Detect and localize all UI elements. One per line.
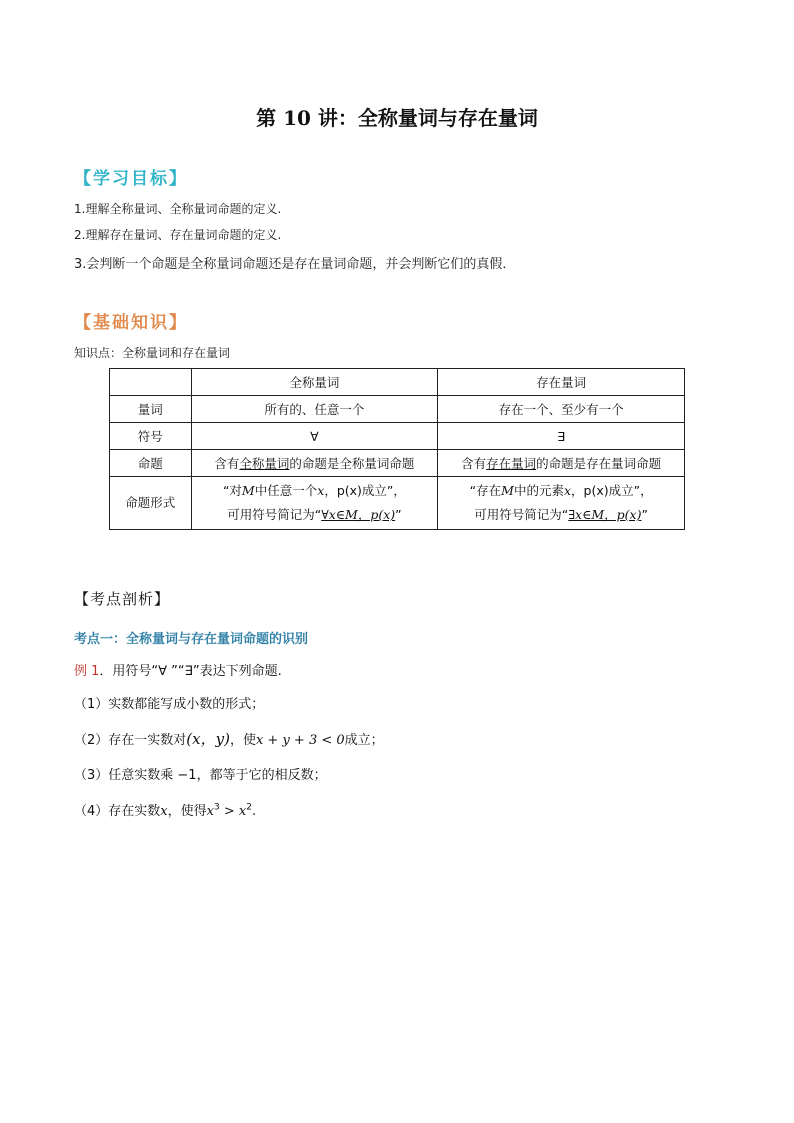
math-var: x xyxy=(206,804,214,819)
problem-item xyxy=(74,728,384,749)
cell-text: 含有 xyxy=(461,456,487,471)
cell-text: 含有 xyxy=(214,456,240,471)
table-cell xyxy=(191,477,438,530)
cell-line xyxy=(442,479,680,503)
problem-text: 任意实数乘 −1，都等于它的相反数； xyxy=(108,768,327,783)
problem-text: 存在一实数对 xyxy=(108,733,187,748)
math-var: M xyxy=(501,483,514,498)
problem-text: 存在实数 xyxy=(108,804,161,819)
math-var: x xyxy=(317,483,325,498)
table-cell: ∃ xyxy=(438,423,685,450)
quantifier-table xyxy=(109,368,685,530)
math-exponent: 3 xyxy=(214,802,220,813)
knowledge-point-label: 知识点：全称量词和存在量词 xyxy=(74,346,231,360)
kaodian-title: 考点一：全称量词与存在量词命题的识别 xyxy=(74,632,309,647)
math-expression: x + y + 3 < 0 xyxy=(255,733,345,748)
cell-line xyxy=(196,479,434,503)
cell-text: 可用符号简记为“ xyxy=(474,507,569,522)
math-var: x xyxy=(160,804,168,819)
row-label: 符号 xyxy=(110,423,192,450)
problem-item xyxy=(74,764,327,783)
cell-text: 可用符号简记为“ xyxy=(227,507,322,522)
problem-item xyxy=(74,800,256,819)
table-row xyxy=(110,477,685,530)
cell-underlined: ∃x∈M，p(x) xyxy=(568,507,642,522)
table-header-cell xyxy=(110,369,192,396)
table-row xyxy=(110,396,685,423)
basics-heading: 【基础知识】 xyxy=(74,313,188,333)
cell-text: 中的元素 xyxy=(513,483,564,498)
cell-line xyxy=(442,503,680,527)
table-cell: 所有的、任意一个 xyxy=(191,396,438,423)
cell-underlined: 存在量词 xyxy=(486,456,537,471)
table-header-row xyxy=(110,369,685,396)
page-title: 第 10 讲：全称量词与存在量词 xyxy=(256,106,538,130)
example-line xyxy=(74,660,282,679)
table-cell: 存在一个、至少有一个 xyxy=(438,396,685,423)
problem-text: 实数都能写成小数的形式； xyxy=(108,697,265,712)
problem-number: （1） xyxy=(74,697,109,712)
table-row xyxy=(110,450,685,477)
cell-underlined: ∀x∈M，p(x) xyxy=(321,507,396,522)
problem-number: （3） xyxy=(74,768,109,783)
problem-text: ，使 xyxy=(229,733,256,748)
cell-text: ，p(x)成立”， xyxy=(324,483,406,498)
goals-heading: 【学习目标】 xyxy=(74,169,188,189)
problem-text: 成立； xyxy=(344,733,384,748)
cell-underlined: 全称量词 xyxy=(239,456,290,471)
cell-line xyxy=(196,503,434,527)
analysis-heading: 【考点剖析】 xyxy=(74,590,171,608)
math-var: M xyxy=(241,483,255,498)
example-text: ．用符号“∀ ”“∃”表达下列命题. xyxy=(99,664,282,679)
problem-number: （4） xyxy=(74,804,109,819)
problem-text: ，使得 xyxy=(167,804,207,819)
table-cell: ∀ xyxy=(191,423,438,450)
cell-text: ，p(x)成立”， xyxy=(571,483,653,498)
math-var: x xyxy=(238,804,247,819)
row-label: 量词 xyxy=(110,396,192,423)
table-cell xyxy=(191,450,438,477)
problem-text: . xyxy=(251,804,257,819)
math-var: x xyxy=(563,483,572,498)
problem-item xyxy=(74,693,264,712)
problem-number: （2） xyxy=(74,733,109,748)
cell-text: “存在 xyxy=(469,483,502,498)
table-header-cell: 存在量词 xyxy=(438,369,685,396)
cell-text: “对 xyxy=(222,483,242,498)
cell-text: 的命题是存在量词命题 xyxy=(536,456,662,471)
table-header-cell: 全称量词 xyxy=(191,369,438,396)
table-cell xyxy=(438,450,685,477)
goal-item: 1.理解全称量词、全称量词命题的定义. xyxy=(74,202,282,216)
row-label: 命题形式 xyxy=(110,477,192,530)
math-operator: > xyxy=(219,804,239,819)
goal-item: 2.理解存在量词、存在量词命题的定义. xyxy=(74,228,282,242)
cell-text: ” xyxy=(641,507,648,522)
math-exponent: 2 xyxy=(246,802,252,813)
table-row xyxy=(110,423,685,450)
row-label: 命题 xyxy=(110,450,192,477)
example-label: 例 1 xyxy=(74,664,100,679)
cell-text: 的命题是全称量词命题 xyxy=(289,456,415,471)
math-expression: (x，y) xyxy=(186,730,230,748)
cell-text: 中任意一个 xyxy=(254,483,318,498)
table-cell xyxy=(438,477,685,530)
cell-text: ” xyxy=(395,507,402,522)
goal-item: 3.会判断一个命题是全称量词命题还是存在量词命题，并会判断它们的真假． xyxy=(74,257,516,272)
